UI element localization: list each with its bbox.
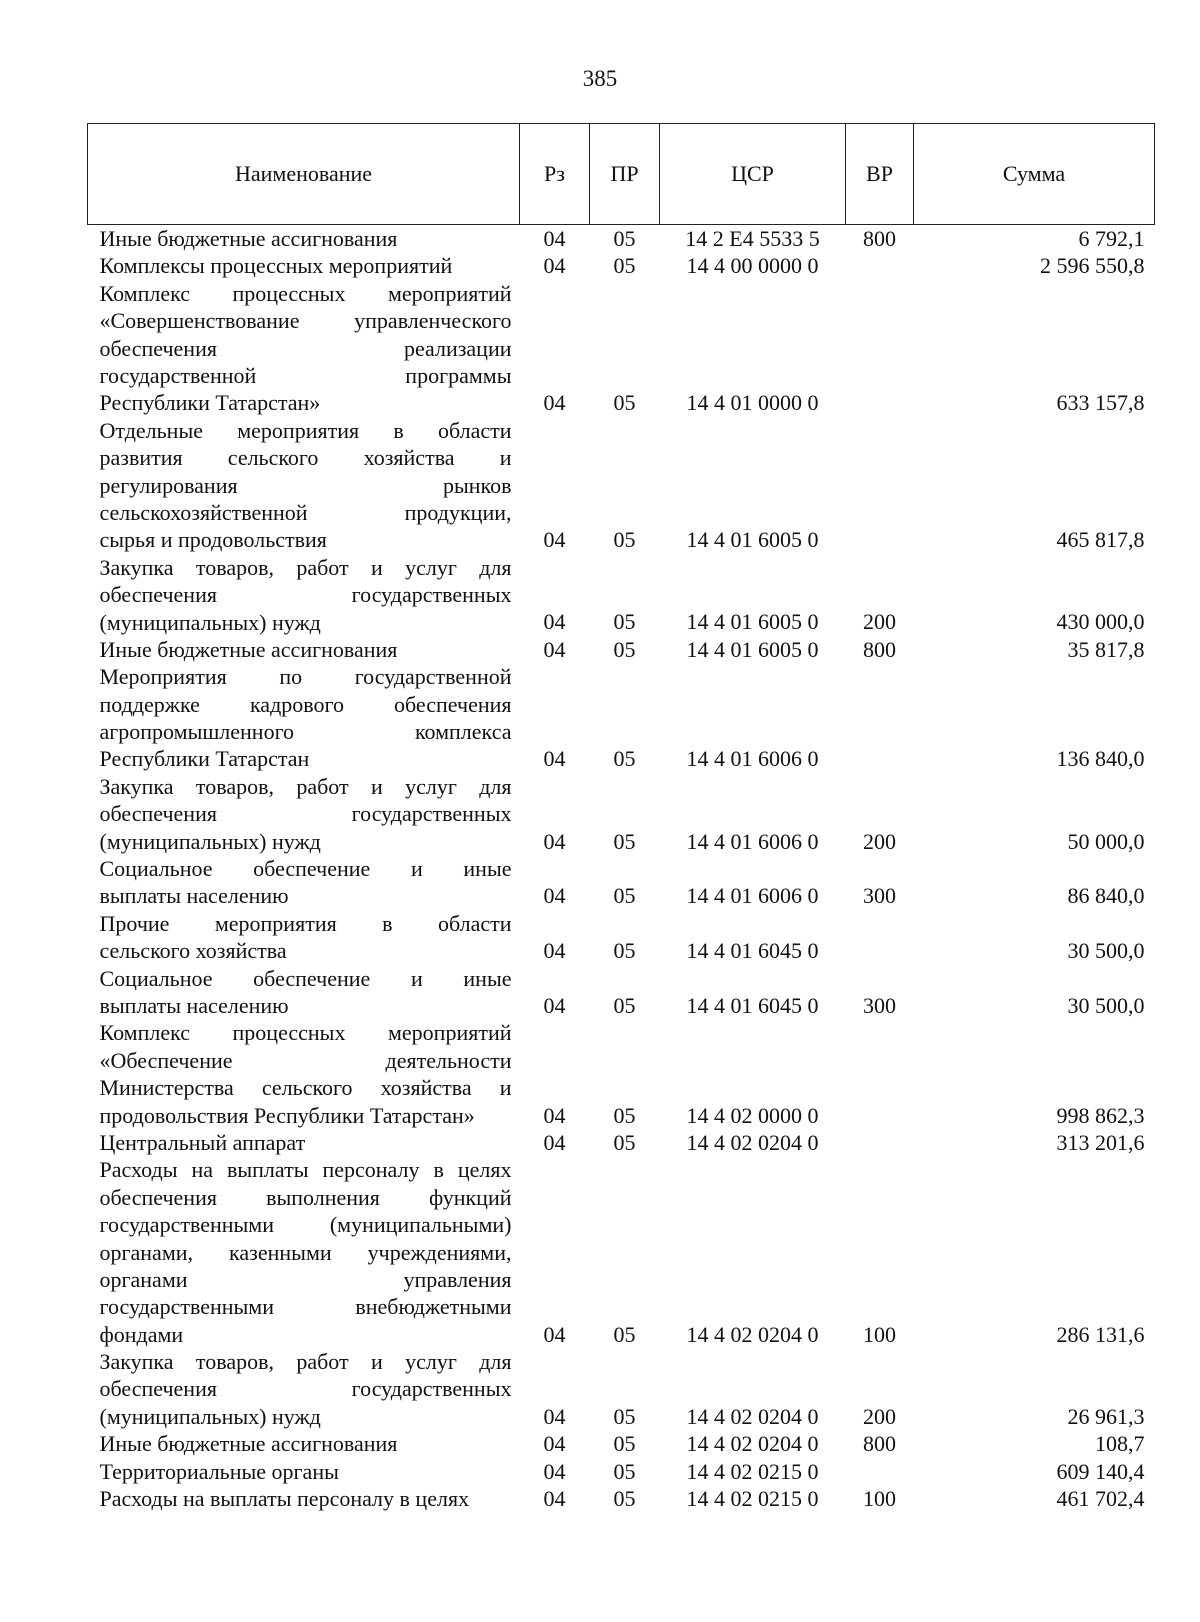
- row-name-line: Отдельные мероприятия в области: [99, 417, 512, 443]
- row-name: [88, 252, 520, 279]
- header-rz: Рз: [520, 124, 590, 225]
- row-rz: 04: [543, 609, 566, 635]
- table-row: [88, 252, 1155, 279]
- row-vr: 100: [863, 1486, 896, 1512]
- row-name-line: (муниципальных) нужд: [99, 1403, 321, 1429]
- row-name-line: поддержке кадрового обеспечения: [99, 691, 512, 717]
- row-name-line: (муниципальных) нужд: [99, 609, 321, 635]
- row-name-line: Комплексы процессных мероприятий: [99, 253, 453, 279]
- row-vr: [846, 910, 914, 965]
- row-pr: 05: [613, 1102, 636, 1128]
- row-csr: 14 4 01 6045 0: [686, 938, 819, 964]
- row-pr: 05: [613, 1129, 636, 1155]
- row-pr: 05: [613, 1431, 636, 1457]
- row-csr: 14 4 02 0204 0: [686, 1403, 819, 1429]
- row-name: [88, 1348, 520, 1430]
- row-name-line: (муниципальных) нужд: [99, 828, 321, 854]
- row-csr: 14 4 01 6045 0: [686, 992, 819, 1018]
- row-vr: [846, 280, 914, 417]
- row-rz: 04: [543, 992, 566, 1018]
- row-pr: 05: [613, 883, 636, 909]
- row-name-line: Территориальные органы: [99, 1458, 339, 1484]
- row-pr: 05: [613, 1403, 636, 1429]
- row-csr: 14 4 02 0204 0: [686, 1129, 819, 1155]
- row-vr: [846, 663, 914, 773]
- row-vr: 300: [863, 992, 896, 1018]
- row-sum: 86 840,0: [1067, 883, 1145, 909]
- row-name-line: органами, казенными учреждениями,: [99, 1239, 512, 1265]
- header-csr: ЦСР: [660, 124, 846, 225]
- row-rz: 04: [543, 636, 566, 662]
- row-name-line: «Совершенствование управленческого: [99, 308, 512, 334]
- row-name-line: развития сельского хозяйства и: [99, 445, 512, 471]
- row-csr: 14 4 02 0204 0: [686, 1431, 819, 1457]
- row-name-line: выплаты населению: [99, 992, 289, 1018]
- row-sum: 35 817,8: [1067, 636, 1145, 662]
- row-sum: 430 000,0: [1056, 609, 1145, 635]
- row-pr: 05: [613, 390, 636, 416]
- row-name-line: Иные бюджетные ассигнования: [99, 636, 398, 662]
- table-row: [88, 1156, 1155, 1348]
- row-name-line: сырья и продовольствия: [99, 527, 327, 553]
- row-rz: 04: [543, 1321, 566, 1347]
- header-sum: Сумма: [914, 124, 1155, 225]
- row-name: [88, 910, 520, 965]
- row-sum: 6 792,1: [1078, 226, 1145, 251]
- row-name: [88, 855, 520, 910]
- row-name-line: Социальное обеспечение и иные: [99, 856, 512, 882]
- row-name-line: обеспечения выполнения функций: [99, 1184, 512, 1210]
- row-name-line: государственной программы: [99, 362, 512, 388]
- row-name-line: Министерства сельского хозяйства и: [99, 1075, 512, 1101]
- row-rz: 04: [543, 1129, 566, 1155]
- row-rz: 04: [543, 527, 566, 553]
- row-pr: 05: [613, 746, 636, 772]
- row-csr: 14 4 01 6006 0: [686, 746, 819, 772]
- row-name-line: Комплекс процессных мероприятий: [99, 1020, 512, 1046]
- table-body: [88, 225, 1155, 1513]
- row-rz: 04: [543, 1102, 566, 1128]
- row-sum: 313 201,6: [1056, 1129, 1145, 1155]
- table-row: [88, 417, 1155, 554]
- table-row: [88, 554, 1155, 636]
- row-csr: 14 2 Е4 5533 5: [685, 226, 820, 251]
- row-vr: 800: [863, 1431, 896, 1457]
- row-name-line: агропромышленного комплекса: [99, 719, 512, 745]
- row-rz: 04: [543, 746, 566, 772]
- table-row: [88, 636, 1155, 663]
- row-sum: 136 840,0: [1056, 746, 1145, 772]
- table-row: [88, 1348, 1155, 1430]
- row-name-line: выплаты населению: [99, 883, 289, 909]
- row-vr: 100: [863, 1321, 896, 1347]
- row-name-line: Закупка товаров, работ и услуг для: [99, 773, 512, 799]
- row-vr: [846, 1019, 914, 1129]
- row-name-line: Иные бюджетные ассигнования: [99, 1431, 398, 1457]
- row-name: [88, 663, 520, 773]
- row-name: [88, 225, 520, 253]
- row-pr: 05: [613, 828, 636, 854]
- row-name: [88, 280, 520, 417]
- row-pr: 05: [613, 1486, 636, 1512]
- row-rz: 04: [543, 883, 566, 909]
- row-rz: 04: [543, 1431, 566, 1457]
- row-sum: 461 702,4: [1056, 1486, 1145, 1512]
- row-rz: 04: [543, 1458, 566, 1484]
- row-name-line: «Обеспечение деятельности: [99, 1047, 512, 1073]
- table-row: [88, 773, 1155, 855]
- row-name: [88, 1458, 520, 1485]
- row-name: [88, 1129, 520, 1156]
- header-vr: ВР: [846, 124, 914, 225]
- row-name: [88, 965, 520, 1020]
- row-name-line: Иные бюджетные ассигнования: [99, 226, 398, 252]
- table-row: [88, 1129, 1155, 1156]
- row-pr: 05: [613, 527, 636, 553]
- row-vr: [846, 1458, 914, 1485]
- row-name: [88, 417, 520, 554]
- budget-table: [87, 123, 1155, 1512]
- row-vr: [846, 1129, 914, 1156]
- row-name-line: регулирования рынков: [99, 472, 512, 498]
- row-sum: 30 500,0: [1067, 992, 1145, 1018]
- row-vr: [846, 417, 914, 554]
- row-csr: 14 4 01 6005 0: [686, 609, 819, 635]
- row-name-line: Расходы на выплаты персоналу в целях: [99, 1157, 512, 1183]
- row-name-line: обеспечения государственных: [99, 582, 512, 608]
- row-name-line: Комплекс процессных мероприятий: [99, 280, 512, 306]
- row-sum: 50 000,0: [1067, 828, 1145, 854]
- table-row: [88, 965, 1155, 1020]
- row-name-line: Закупка товаров, работ и услуг для: [99, 1349, 512, 1375]
- row-csr: 14 4 01 6005 0: [686, 527, 819, 553]
- row-vr: 200: [863, 609, 896, 635]
- row-name-line: Расходы на выплаты персоналу в целях: [99, 1486, 470, 1512]
- row-name-line: Республики Татарстан: [99, 746, 310, 772]
- row-pr: 05: [613, 938, 636, 964]
- row-sum: 465 817,8: [1056, 527, 1145, 553]
- row-name-line: Прочие мероприятия в области: [99, 910, 512, 936]
- row-sum: 609 140,4: [1056, 1458, 1145, 1484]
- table-row: [88, 1458, 1155, 1485]
- row-csr: 14 4 02 0215 0: [686, 1486, 819, 1512]
- page-number: 385: [582, 66, 618, 91]
- header-pr: ПР: [590, 124, 660, 225]
- row-vr: 300: [863, 883, 896, 909]
- row-csr: 14 4 01 6006 0: [686, 883, 819, 909]
- row-csr: 14 4 02 0204 0: [686, 1321, 819, 1347]
- row-sum: 2 596 550,8: [1040, 253, 1145, 279]
- row-name: [88, 1485, 520, 1512]
- row-csr: 14 4 01 6006 0: [686, 828, 819, 854]
- table-row: [88, 663, 1155, 773]
- row-pr: 05: [613, 636, 636, 662]
- row-name: [88, 1019, 520, 1129]
- table-row: [88, 1430, 1155, 1457]
- row-name: [88, 636, 520, 663]
- row-name-line: обеспечения реализации: [99, 335, 512, 361]
- row-vr: [846, 252, 914, 279]
- row-pr: 05: [613, 609, 636, 635]
- header-name: Наименование: [88, 124, 520, 225]
- row-sum: 998 862,3: [1056, 1102, 1145, 1128]
- table-row: [88, 280, 1155, 417]
- row-rz: 04: [543, 1486, 566, 1512]
- table-row: [88, 225, 1155, 253]
- row-pr: 05: [613, 253, 636, 279]
- row-name: [88, 1156, 520, 1348]
- table-row: [88, 910, 1155, 965]
- row-name: [88, 554, 520, 636]
- row-name: [88, 773, 520, 855]
- row-name-line: Социальное обеспечение и иные: [99, 965, 512, 991]
- row-rz: 04: [543, 390, 566, 416]
- row-name-line: органами управления: [99, 1266, 512, 1292]
- row-name-line: продовольствия Республики Татарстан»: [99, 1102, 475, 1128]
- row-sum: 108,7: [1095, 1431, 1145, 1457]
- row-pr: 05: [613, 992, 636, 1018]
- row-csr: 14 4 01 6005 0: [686, 636, 819, 662]
- row-rz: 04: [543, 938, 566, 964]
- row-sum: 30 500,0: [1067, 938, 1145, 964]
- row-sum: 633 157,8: [1056, 390, 1145, 416]
- row-csr: 14 4 02 0215 0: [686, 1458, 819, 1484]
- row-sum: 26 961,3: [1067, 1403, 1145, 1429]
- row-name-line: обеспечения государственных: [99, 801, 512, 827]
- row-pr: 05: [613, 226, 636, 251]
- row-vr: 200: [863, 828, 896, 854]
- row-name-line: обеспечения государственных: [99, 1376, 512, 1402]
- row-rz: 04: [543, 1403, 566, 1429]
- row-pr: 05: [613, 1321, 636, 1347]
- row-name-line: фондами: [99, 1321, 184, 1347]
- row-rz: 04: [543, 253, 566, 279]
- table-header-row: [88, 124, 1155, 225]
- table-row: [88, 855, 1155, 910]
- row-vr: 800: [863, 636, 896, 662]
- row-name-line: государственными (муниципальными): [99, 1212, 512, 1238]
- row-name-line: Центральный аппарат: [99, 1129, 306, 1155]
- row-vr: 800: [863, 226, 896, 251]
- row-name-line: Республики Татарстан»: [99, 390, 321, 416]
- row-name-line: Мероприятия по государственной: [99, 664, 512, 690]
- row-sum: 286 131,6: [1056, 1321, 1145, 1347]
- row-name-line: Закупка товаров, работ и услуг для: [99, 554, 512, 580]
- row-rz: 04: [543, 828, 566, 854]
- row-name-line: сельского хозяйства: [99, 938, 287, 964]
- row-name-line: государственными внебюджетными: [99, 1294, 512, 1320]
- row-name-line: сельскохозяйственной продукции,: [99, 499, 512, 525]
- row-vr: 200: [863, 1403, 896, 1429]
- table-row: [88, 1485, 1155, 1512]
- row-csr: 14 4 01 0000 0: [686, 390, 819, 416]
- row-name: [88, 1430, 520, 1457]
- row-csr: 14 4 02 0000 0: [686, 1102, 819, 1128]
- row-pr: 05: [613, 1458, 636, 1484]
- table-row: [88, 1019, 1155, 1129]
- row-csr: 14 4 00 0000 0: [686, 253, 819, 279]
- row-rz: 04: [543, 226, 566, 251]
